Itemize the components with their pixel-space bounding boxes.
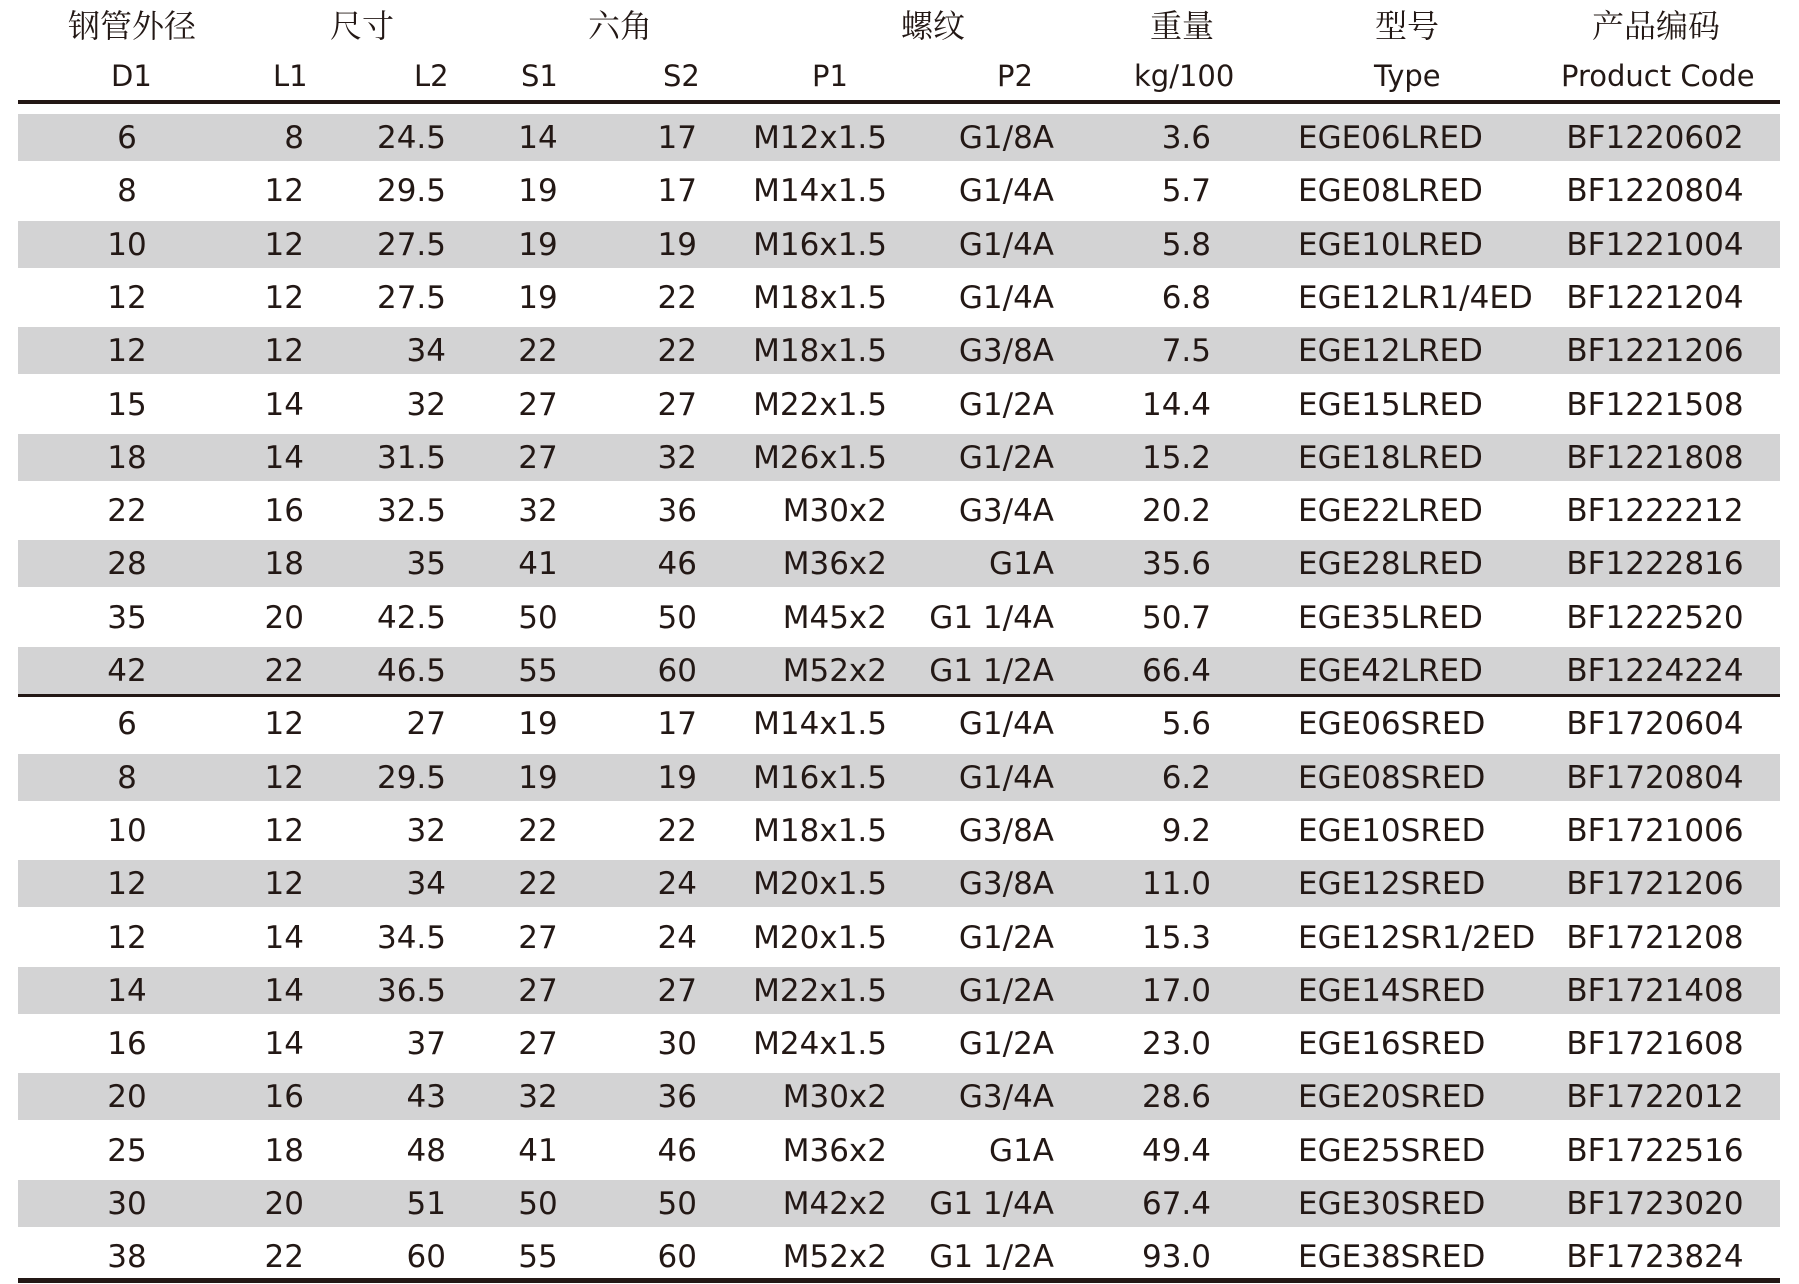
cell-p1: M14x1.5 (753, 173, 887, 210)
cell-l2: 35 (406, 546, 446, 583)
cell-product-code: BF1221206 (1566, 333, 1744, 370)
cell-s1: 27 (518, 386, 558, 423)
cell-p2: G1/8A (958, 120, 1054, 156)
cell-s1: 19 (518, 226, 558, 263)
cell-p2: G1 1/4A (929, 599, 1054, 636)
cell-product-code: BF1222816 (1566, 546, 1744, 583)
cell-product-code: BF1222520 (1566, 599, 1744, 636)
cell-weight: 9.2 (1161, 812, 1211, 849)
cell-d1: 42 (107, 653, 147, 689)
cell-weight: 5.8 (1161, 226, 1211, 263)
cell-l2: 48 (406, 1132, 446, 1169)
cell-p1: M45x2 (782, 599, 887, 636)
cell-l1: 18 (264, 1132, 304, 1169)
cell-product-code: BF1221204 (1566, 279, 1744, 316)
cell-product-code: BF1721408 (1566, 972, 1744, 1009)
cell-s1: 19 (518, 759, 558, 796)
cell-d1: 10 (107, 226, 147, 263)
cell-s2: 60 (657, 1239, 697, 1276)
cell-p2: G3/4A (958, 493, 1054, 530)
cell-l2: 32.5 (376, 493, 446, 530)
header-product-code: 产品编码 (1592, 7, 1721, 45)
col-header-l1: L1 (273, 59, 308, 93)
cell-s1: 27 (518, 972, 558, 1009)
cell-p2: G1A (989, 546, 1054, 583)
cell-weight: 23.0 (1141, 1026, 1211, 1063)
cell-s2: 27 (657, 386, 697, 423)
cell-p1: M26x1.5 (753, 439, 887, 476)
cell-l2: 60 (406, 1239, 446, 1276)
cell-d1: 30 (107, 1186, 147, 1222)
cell-d1: 15 (107, 386, 147, 423)
cell-p2: G1/4A (958, 759, 1054, 796)
cell-s2: 27 (657, 972, 697, 1009)
cell-d1: 12 (107, 866, 147, 903)
cell-weight: 11.0 (1141, 866, 1211, 903)
cell-type: EGE25SRED (1298, 1132, 1486, 1169)
cell-p2: G1/4A (958, 173, 1054, 210)
cell-d1: 22 (107, 493, 147, 530)
cell-l1: 14 (264, 1026, 304, 1063)
cell-p1: M14x1.5 (753, 706, 887, 743)
cell-l2: 27 (406, 706, 446, 743)
cell-d1: 12 (107, 333, 147, 370)
cell-type: EGE42LRED (1298, 653, 1483, 689)
cell-s1: 27 (518, 439, 558, 476)
cell-l2: 27.5 (376, 279, 446, 316)
cell-l1: 16 (264, 1079, 304, 1116)
cell-p2: G1 1/2A (929, 1239, 1054, 1276)
cell-s2: 22 (657, 279, 697, 316)
cell-p2: G1/4A (958, 706, 1054, 743)
cell-d1: 20 (107, 1079, 147, 1116)
cell-s2: 17 (657, 706, 697, 743)
cell-product-code: BF1222212 (1566, 493, 1744, 530)
cell-p1: M30x2 (782, 1079, 887, 1116)
cell-weight: 17.0 (1141, 972, 1211, 1009)
cell-p1: M20x1.5 (753, 919, 887, 956)
cell-d1: 10 (107, 812, 147, 849)
cell-p1: M22x1.5 (753, 386, 887, 423)
cell-d1: 6 (117, 120, 137, 156)
cell-product-code: BF1723824 (1566, 1239, 1744, 1276)
cell-l2: 43 (406, 1079, 446, 1116)
cell-s2: 60 (657, 653, 697, 689)
cell-product-code: BF1722516 (1566, 1132, 1744, 1169)
cell-l2: 34 (406, 866, 446, 903)
col-header-d1: D1 (111, 59, 152, 93)
header-bottom-rule (18, 100, 1780, 104)
cell-p1: M20x1.5 (753, 866, 887, 903)
cell-l2: 42.5 (376, 599, 446, 636)
cell-d1: 16 (107, 1026, 147, 1063)
cell-l1: 22 (264, 1239, 304, 1276)
header-steel-pipe-od: 钢管外径 (68, 7, 197, 45)
cell-weight: 5.6 (1161, 706, 1211, 743)
cell-product-code: BF1721608 (1566, 1026, 1744, 1063)
cell-product-code: BF1221004 (1566, 226, 1744, 263)
cell-weight: 6.8 (1161, 279, 1211, 316)
cell-d1: 12 (107, 919, 147, 956)
cell-type: EGE22LRED (1298, 493, 1483, 530)
cell-weight: 67.4 (1141, 1186, 1211, 1222)
cell-p2: G1/2A (958, 919, 1054, 956)
cell-weight: 28.6 (1141, 1079, 1211, 1116)
cell-s1: 27 (518, 919, 558, 956)
header-thread: 螺纹 (901, 7, 966, 45)
cell-l2: 51 (406, 1186, 446, 1222)
cell-s1: 41 (518, 546, 558, 583)
cell-l1: 20 (264, 1186, 304, 1222)
cell-p1: M16x1.5 (753, 226, 887, 263)
cell-type: EGE38SRED (1298, 1239, 1486, 1276)
cell-weight: 93.0 (1141, 1239, 1211, 1276)
cell-type: EGE12LR1/4ED (1298, 279, 1533, 316)
cell-product-code: BF1220804 (1566, 173, 1744, 210)
cell-s2: 19 (657, 226, 697, 263)
cell-s2: 30 (657, 1026, 697, 1063)
cell-weight: 66.4 (1141, 653, 1211, 689)
cell-l1: 22 (264, 653, 304, 689)
cell-type: EGE28LRED (1298, 546, 1483, 583)
cell-product-code: BF1220602 (1566, 120, 1744, 156)
cell-p2: G1 1/4A (929, 1186, 1054, 1222)
header-model: 型号 (1375, 7, 1440, 45)
col-header-s1: S1 (521, 59, 558, 93)
cell-s2: 50 (657, 1186, 697, 1222)
cell-weight: 20.2 (1141, 493, 1211, 530)
cell-l2: 27.5 (376, 226, 446, 263)
cell-product-code: BF1722012 (1566, 1079, 1744, 1116)
cell-type: EGE06SRED (1298, 706, 1486, 743)
cell-s1: 32 (518, 493, 558, 530)
cell-s2: 36 (657, 493, 697, 530)
cell-type: EGE18LRED (1298, 439, 1483, 476)
cell-p2: G3/8A (958, 333, 1054, 370)
cell-p2: G1/4A (958, 279, 1054, 316)
cell-d1: 8 (117, 173, 137, 210)
header-weight: 重量 (1150, 7, 1215, 45)
cell-s2: 17 (657, 173, 697, 210)
cell-p1: M42x2 (782, 1186, 887, 1222)
cell-d1: 8 (117, 759, 137, 796)
cell-p1: M24x1.5 (753, 1026, 887, 1063)
col-header-type: Type (1374, 59, 1441, 93)
cell-p1: M52x2 (782, 1239, 887, 1276)
cell-l1: 14 (264, 439, 304, 476)
cell-p2: G1/4A (958, 226, 1054, 263)
cell-l1: 14 (264, 386, 304, 423)
cell-s2: 22 (657, 333, 697, 370)
cell-s1: 19 (518, 706, 558, 743)
cell-product-code: BF1221508 (1566, 386, 1744, 423)
cell-s1: 50 (518, 599, 558, 636)
cell-weight: 5.7 (1161, 173, 1211, 210)
cell-s2: 32 (657, 439, 697, 476)
cell-l2: 37 (406, 1026, 446, 1063)
cell-l1: 8 (284, 120, 304, 156)
cell-weight: 35.6 (1141, 546, 1211, 583)
cell-p1: M12x1.5 (753, 120, 887, 156)
cell-p2: G3/8A (958, 866, 1054, 903)
cell-d1: 6 (117, 706, 137, 743)
cell-product-code: BF1720804 (1566, 759, 1744, 796)
col-header-p1: P1 (812, 59, 848, 93)
header-dimensions: 尺寸 (330, 7, 395, 45)
cell-p1: M16x1.5 (753, 759, 887, 796)
cell-l1: 14 (264, 972, 304, 1009)
cell-p2: G1/2A (958, 386, 1054, 423)
cell-l2: 34.5 (376, 919, 446, 956)
cell-l2: 46.5 (376, 653, 446, 689)
cell-s2: 22 (657, 812, 697, 849)
cell-l1: 20 (264, 599, 304, 636)
cell-product-code: BF1224224 (1566, 653, 1744, 689)
cell-l1: 14 (264, 919, 304, 956)
cell-s1: 41 (518, 1132, 558, 1169)
section-divider-rule (18, 694, 1780, 697)
cell-weight: 50.7 (1141, 599, 1211, 636)
cell-d1: 12 (107, 279, 147, 316)
cell-s2: 19 (657, 759, 697, 796)
cell-product-code: BF1720604 (1566, 706, 1744, 743)
cell-d1: 18 (107, 439, 147, 476)
cell-l2: 24.5 (376, 120, 446, 156)
cell-p1: M18x1.5 (753, 333, 887, 370)
cell-l1: 12 (264, 759, 304, 796)
cell-product-code: BF1723020 (1566, 1186, 1744, 1222)
cell-p2: G1/2A (958, 439, 1054, 476)
col-header-product-code: Product Code (1561, 59, 1755, 93)
cell-s2: 46 (657, 1132, 697, 1169)
cell-p1: M30x2 (782, 493, 887, 530)
cell-p2: G1A (989, 1132, 1054, 1169)
cell-l1: 12 (264, 226, 304, 263)
cell-l2: 32 (406, 812, 446, 849)
cell-l2: 36.5 (376, 972, 446, 1009)
cell-d1: 25 (107, 1132, 147, 1169)
row-stripe (18, 114, 1780, 161)
cell-s2: 46 (657, 546, 697, 583)
cell-weight: 6.2 (1161, 759, 1211, 796)
cell-d1: 38 (107, 1239, 147, 1276)
cell-d1: 28 (107, 546, 147, 583)
cell-type: EGE06LRED (1298, 120, 1483, 156)
cell-p1: M18x1.5 (753, 812, 887, 849)
cell-d1: 14 (107, 972, 147, 1009)
cell-p2: G1 1/2A (929, 653, 1054, 689)
cell-s1: 19 (518, 279, 558, 316)
cell-l2: 31.5 (376, 439, 446, 476)
cell-l1: 16 (264, 493, 304, 530)
cell-p2: G1/2A (958, 972, 1054, 1009)
cell-type: EGE16SRED (1298, 1026, 1486, 1063)
cell-type: EGE12LRED (1298, 333, 1483, 370)
cell-s1: 22 (518, 812, 558, 849)
cell-type: EGE10LRED (1298, 226, 1483, 263)
cell-type: EGE35LRED (1298, 599, 1483, 636)
cell-type: EGE14SRED (1298, 972, 1486, 1009)
cell-l1: 18 (264, 546, 304, 583)
cell-type: EGE30SRED (1298, 1186, 1486, 1222)
cell-product-code: BF1721006 (1566, 812, 1744, 849)
cell-s1: 22 (518, 333, 558, 370)
cell-l2: 34 (406, 333, 446, 370)
cell-product-code: BF1721206 (1566, 866, 1744, 903)
cell-l1: 12 (264, 279, 304, 316)
cell-p1: M52x2 (782, 653, 887, 689)
cell-s2: 24 (657, 919, 697, 956)
cell-p1: M36x2 (782, 546, 887, 583)
col-header-weight-unit: kg/100 (1134, 59, 1235, 93)
cell-l1: 12 (264, 706, 304, 743)
cell-s2: 17 (657, 120, 697, 156)
cell-type: EGE15LRED (1298, 386, 1483, 423)
cell-s1: 55 (518, 653, 558, 689)
col-header-p2: P2 (997, 59, 1033, 93)
cell-type: EGE08SRED (1298, 759, 1486, 796)
cell-weight: 15.2 (1141, 439, 1211, 476)
cell-s2: 50 (657, 599, 697, 636)
cell-s1: 55 (518, 1239, 558, 1276)
cell-weight: 49.4 (1141, 1132, 1211, 1169)
cell-p2: G3/4A (958, 1079, 1054, 1116)
cell-p1: M36x2 (782, 1132, 887, 1169)
cell-product-code: BF1221808 (1566, 439, 1744, 476)
cell-s1: 27 (518, 1026, 558, 1063)
cell-s1: 32 (518, 1079, 558, 1116)
cell-s1: 50 (518, 1186, 558, 1222)
cell-l1: 12 (264, 866, 304, 903)
cell-p1: M18x1.5 (753, 279, 887, 316)
cell-type: EGE12SRED (1298, 866, 1486, 903)
col-header-s2: S2 (663, 59, 700, 93)
cell-weight: 7.5 (1161, 333, 1211, 370)
cell-s1: 22 (518, 866, 558, 903)
cell-type: EGE08LRED (1298, 173, 1483, 210)
col-header-l2: L2 (414, 59, 449, 93)
cell-l1: 12 (264, 812, 304, 849)
header-hexagon: 六角 (588, 7, 653, 45)
cell-l1: 12 (264, 173, 304, 210)
cell-s2: 24 (657, 866, 697, 903)
cell-s1: 19 (518, 173, 558, 210)
cell-weight: 3.6 (1161, 120, 1211, 156)
cell-weight: 15.3 (1141, 919, 1211, 956)
cell-s2: 36 (657, 1079, 697, 1116)
cell-product-code: BF1721208 (1566, 919, 1744, 956)
cell-l1: 12 (264, 333, 304, 370)
cell-l2: 29.5 (376, 759, 446, 796)
cell-p1: M22x1.5 (753, 972, 887, 1009)
cell-d1: 35 (107, 599, 147, 636)
cell-p2: G3/8A (958, 812, 1054, 849)
cell-s1: 14 (518, 120, 558, 156)
cell-type: EGE20SRED (1298, 1079, 1486, 1116)
table-bottom-rule (18, 1278, 1780, 1283)
cell-type: EGE12SR1/2ED (1298, 919, 1536, 956)
cell-type: EGE10SRED (1298, 812, 1486, 849)
cell-p2: G1/2A (958, 1026, 1054, 1063)
cell-l2: 32 (406, 386, 446, 423)
cell-weight: 14.4 (1141, 386, 1211, 423)
cell-l2: 29.5 (376, 173, 446, 210)
